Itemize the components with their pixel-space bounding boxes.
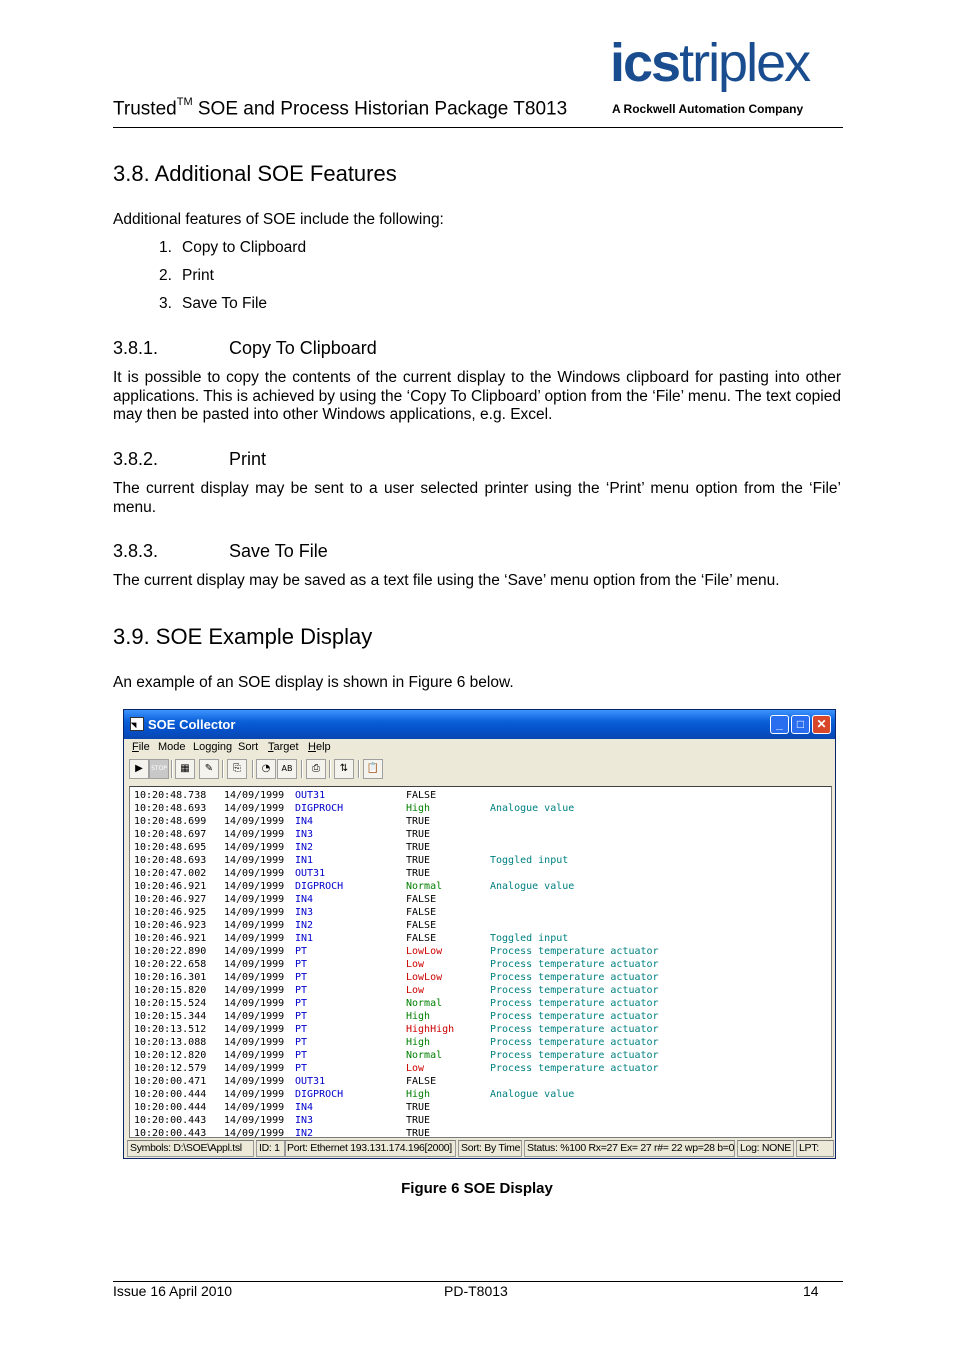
event-date: 14/09/1999 [224, 959, 285, 970]
event-value: TRUE [406, 829, 431, 840]
event-list[interactable] [129, 786, 832, 1138]
event-value: LowLow [406, 972, 443, 983]
event-value: Low [406, 959, 425, 970]
event-tag: DIGPROCH [295, 803, 344, 814]
status-bar [127, 1140, 834, 1157]
section-intro: An example of an SOE display is shown in Figure 6 below. [113, 674, 514, 691]
pencil-icon[interactable]: ✎ [199, 759, 219, 779]
status-log: Log: NONE [737, 1140, 794, 1157]
event-value: FALSE [406, 933, 437, 944]
event-value: TRUE [406, 868, 431, 879]
footer-rule [113, 1281, 843, 1282]
event-time: 10:20:12.579 [134, 1063, 207, 1074]
subsection-heading-3-8-2: 3.8.2. Print [113, 449, 267, 469]
event-tag: IN3 [295, 1115, 314, 1126]
event-description: Analogue value [490, 881, 575, 892]
toolbar-separator [329, 760, 331, 778]
event-date: 14/09/1999 [224, 1037, 285, 1048]
event-value: FALSE [406, 920, 437, 931]
event-value: Normal [406, 881, 443, 892]
event-time: 10:20:48.697 [134, 829, 207, 840]
status-id: ID: 1 [256, 1140, 286, 1157]
font-icon[interactable]: AB [277, 759, 297, 779]
status-symbols: Symbols: D:\SOE\Appl.tsl [127, 1140, 254, 1157]
event-time: 10:20:00.471 [134, 1076, 207, 1087]
figure-caption: Figure 6 SOE Display [401, 1180, 553, 1197]
event-tag: DIGPROCH [295, 881, 344, 892]
event-description: Process temperature actuator [490, 959, 659, 970]
status-sort: Sort: By Time [458, 1140, 522, 1157]
event-description: Process temperature actuator [490, 1037, 659, 1048]
window-titlebar[interactable] [124, 710, 835, 739]
event-date: 14/09/1999 [224, 894, 285, 905]
event-time: 10:20:16.301 [134, 972, 207, 983]
event-value: FALSE [406, 1076, 437, 1087]
event-date: 14/09/1999 [224, 1102, 285, 1113]
event-date: 14/09/1999 [224, 920, 285, 931]
event-tag: OUT31 [295, 790, 326, 801]
event-description: Process temperature actuator [490, 985, 659, 996]
event-time: 10:20:00.443 [134, 1115, 207, 1126]
subsection-body: The current display may be saved as a text file using the ‘Save’ menu option from the ‘File’ menu. [113, 572, 780, 589]
toolbar [124, 758, 835, 784]
event-description: Process temperature actuator [490, 1024, 659, 1035]
menu-mode[interactable]: Mode [158, 741, 186, 753]
event-tag: PT [295, 946, 308, 957]
event-time: 10:20:46.925 [134, 907, 207, 918]
event-time: 10:20:00.444 [134, 1089, 207, 1100]
menu-help[interactable]: Help [308, 741, 331, 753]
event-tag: IN4 [295, 816, 314, 827]
event-value: High [406, 803, 431, 814]
event-time: 10:20:46.921 [134, 933, 207, 944]
event-value: FALSE [406, 894, 437, 905]
event-date: 14/09/1999 [224, 972, 285, 983]
event-description: Toggled input [490, 933, 569, 944]
close-button[interactable]: ✕ [812, 715, 831, 734]
event-tag: IN1 [295, 855, 314, 866]
event-description: Analogue value [490, 803, 575, 814]
event-tag: DIGPROCH [295, 1089, 344, 1100]
menu-logging[interactable]: Logging [193, 741, 233, 753]
event-value: Low [406, 1063, 425, 1074]
event-time: 10:20:15.820 [134, 985, 207, 996]
header-rule [113, 127, 843, 128]
company-logo: icstriplex [610, 33, 810, 93]
list-item: 3. Save To File [159, 295, 268, 312]
event-time: 10:20:46.923 [134, 920, 207, 931]
play-icon[interactable]: ▶ [129, 759, 149, 779]
event-date: 14/09/1999 [224, 790, 285, 801]
subsection-body: It is possible to copy the contents of the current display to the Windows clipboard for pasting into other applications. This is achieved by using the ‘Copy To Clipboard’ option from the ‘File’ menu. The text copied may then be pasted into other Windows applications, e.g. Excel. [113, 369, 841, 423]
app-icon [130, 717, 144, 731]
event-description: Process temperature actuator [490, 1050, 659, 1061]
event-tag: PT [295, 1011, 308, 1022]
event-date: 14/09/1999 [224, 881, 285, 892]
event-value: TRUE [406, 855, 431, 866]
event-time: 10:20:22.658 [134, 959, 207, 970]
event-tag: PT [295, 1024, 308, 1035]
soe-collector-window [123, 709, 836, 1159]
minimize-button[interactable]: _ [770, 715, 789, 734]
event-description: Process temperature actuator [490, 998, 659, 1009]
toolbar-separator [252, 760, 254, 778]
subsection-heading-3-8-1: 3.8.1. Copy To Clipboard [113, 338, 377, 358]
event-description: Process temperature actuator [490, 972, 659, 983]
event-tag: PT [295, 998, 308, 1009]
section-heading-3-8: 3.8. Additional SOE Features [113, 161, 397, 186]
menu-sort[interactable]: Sort [238, 741, 259, 753]
event-date: 14/09/1999 [224, 868, 285, 879]
event-date: 14/09/1999 [224, 816, 285, 827]
event-description: Toggled input [490, 855, 569, 866]
toolbar-separator [171, 760, 173, 778]
clock-icon[interactable]: ◔ [256, 759, 276, 779]
event-value: High [406, 1089, 431, 1100]
event-date: 14/09/1999 [224, 907, 285, 918]
toolbar-separator [222, 760, 224, 778]
event-value: TRUE [406, 816, 431, 827]
event-date: 14/09/1999 [224, 998, 285, 1009]
event-description: Process temperature actuator [490, 946, 659, 957]
event-value: Low [406, 985, 425, 996]
menu-file[interactable]: File [132, 741, 150, 753]
event-tag: IN2 [295, 842, 314, 853]
event-value: LowLow [406, 946, 443, 957]
network-icon[interactable]: ⇅ [334, 759, 354, 779]
event-time: 10:20:48.695 [134, 842, 207, 853]
stop-icon[interactable]: STOP [149, 759, 169, 779]
event-tag: IN2 [295, 920, 314, 931]
event-value: HighHigh [406, 1024, 455, 1035]
event-date: 14/09/1999 [224, 1011, 285, 1022]
event-date: 14/09/1999 [224, 1115, 285, 1126]
event-tag: IN3 [295, 907, 314, 918]
event-date: 14/09/1999 [224, 1024, 285, 1035]
event-time: 10:20:46.927 [134, 894, 207, 905]
status-lpt: LPT: [796, 1140, 834, 1157]
grid-icon[interactable]: ▦ [175, 759, 195, 779]
event-time: 10:20:00.444 [134, 1102, 207, 1113]
event-time: 10:20:47.002 [134, 868, 207, 879]
event-time: 10:20:13.088 [134, 1037, 207, 1048]
subsection-body: The current display may be sent to a user selected printer using the ‘Print’ menu option from the ‘File’ menu. [113, 480, 841, 516]
event-tag: IN1 [295, 933, 314, 944]
event-description: Process temperature actuator [490, 1063, 659, 1074]
event-date: 14/09/1999 [224, 985, 285, 996]
event-date: 14/09/1999 [224, 1128, 285, 1138]
event-time: 10:20:22.890 [134, 946, 207, 957]
status-counters: Status: %100 Rx=27 Ex= 27 r#= 22 wp=28 b=0 [524, 1140, 735, 1157]
event-tag: IN2 [295, 1128, 314, 1138]
menu-bar [124, 739, 835, 758]
event-time: 10:20:48.693 [134, 803, 207, 814]
event-tag: OUT31 [295, 868, 326, 879]
footer-issue: Issue 16 April 2010 [113, 1283, 233, 1299]
event-tag: IN4 [295, 894, 314, 905]
event-tag: IN3 [295, 829, 314, 840]
event-value: Normal [406, 1050, 443, 1061]
event-time: 10:20:15.344 [134, 1011, 207, 1022]
event-date: 14/09/1999 [224, 842, 285, 853]
footer-doc-id: PD-T8013 [444, 1283, 508, 1299]
event-tag: PT [295, 972, 308, 983]
event-value: High [406, 1011, 431, 1022]
event-tag: PT [295, 1063, 308, 1074]
event-date: 14/09/1999 [224, 1076, 285, 1087]
event-date: 14/09/1999 [224, 946, 285, 957]
subsection-heading-3-8-3: 3.8.3. Save To File [113, 541, 328, 561]
print-icon[interactable]: ⎙ [306, 759, 326, 779]
event-time: 10:20:48.699 [134, 816, 207, 827]
event-time: 10:20:00.443 [134, 1128, 207, 1138]
event-tag: PT [295, 1050, 308, 1061]
footer-page-number: 14 [803, 1283, 819, 1299]
event-time: 10:20:48.738 [134, 790, 207, 801]
list-item: 1. Copy to Clipboard [159, 239, 307, 256]
status-port: Port: Ethernet 193.131.174.196[2000] [284, 1140, 456, 1157]
clipboard-icon[interactable]: 📋 [363, 759, 383, 779]
event-time: 10:20:48.693 [134, 855, 207, 866]
event-tag: PT [295, 959, 308, 970]
event-date: 14/09/1999 [224, 933, 285, 944]
document-title: Trusted™ SOE and Process Historian Package T8013 [113, 96, 568, 120]
event-value: TRUE [406, 1102, 431, 1113]
event-value: TRUE [406, 842, 431, 853]
company-tagline: A Rockwell Automation Company [612, 102, 804, 116]
maximize-button[interactable]: □ [791, 715, 810, 734]
event-description: Process temperature actuator [490, 1011, 659, 1022]
event-time: 10:20:13.512 [134, 1024, 207, 1035]
event-value: High [406, 1037, 431, 1048]
section-intro: Additional features of SOE include the following: [113, 211, 444, 228]
event-date: 14/09/1999 [224, 1050, 285, 1061]
section-heading-3-9: 3.9. SOE Example Display [113, 624, 373, 649]
event-date: 14/09/1999 [224, 855, 285, 866]
event-date: 14/09/1999 [224, 1089, 285, 1100]
event-value: Normal [406, 998, 443, 1009]
event-value: FALSE [406, 790, 437, 801]
event-description: Analogue value [490, 1089, 575, 1100]
event-tag: IN4 [295, 1102, 314, 1113]
event-date: 14/09/1999 [224, 803, 285, 814]
event-time: 10:20:15.524 [134, 998, 207, 1009]
event-date: 14/09/1999 [224, 1063, 285, 1074]
event-time: 10:20:46.921 [134, 881, 207, 892]
menu-target[interactable]: Target [268, 741, 299, 753]
toolbar-separator [301, 760, 303, 778]
window-title: SOE Collector [148, 717, 236, 732]
toolbar-separator [358, 760, 360, 778]
event-value: TRUE [406, 1115, 431, 1126]
event-tag: PT [295, 1037, 308, 1048]
event-value: FALSE [406, 907, 437, 918]
copy-icon[interactable]: ⎘ [227, 759, 247, 779]
event-time: 10:20:12.820 [134, 1050, 207, 1061]
event-tag: OUT31 [295, 1076, 326, 1087]
event-date: 14/09/1999 [224, 829, 285, 840]
event-tag: PT [295, 985, 308, 996]
event-value: TRUE [406, 1128, 431, 1138]
list-item: 2. Print [159, 267, 214, 284]
